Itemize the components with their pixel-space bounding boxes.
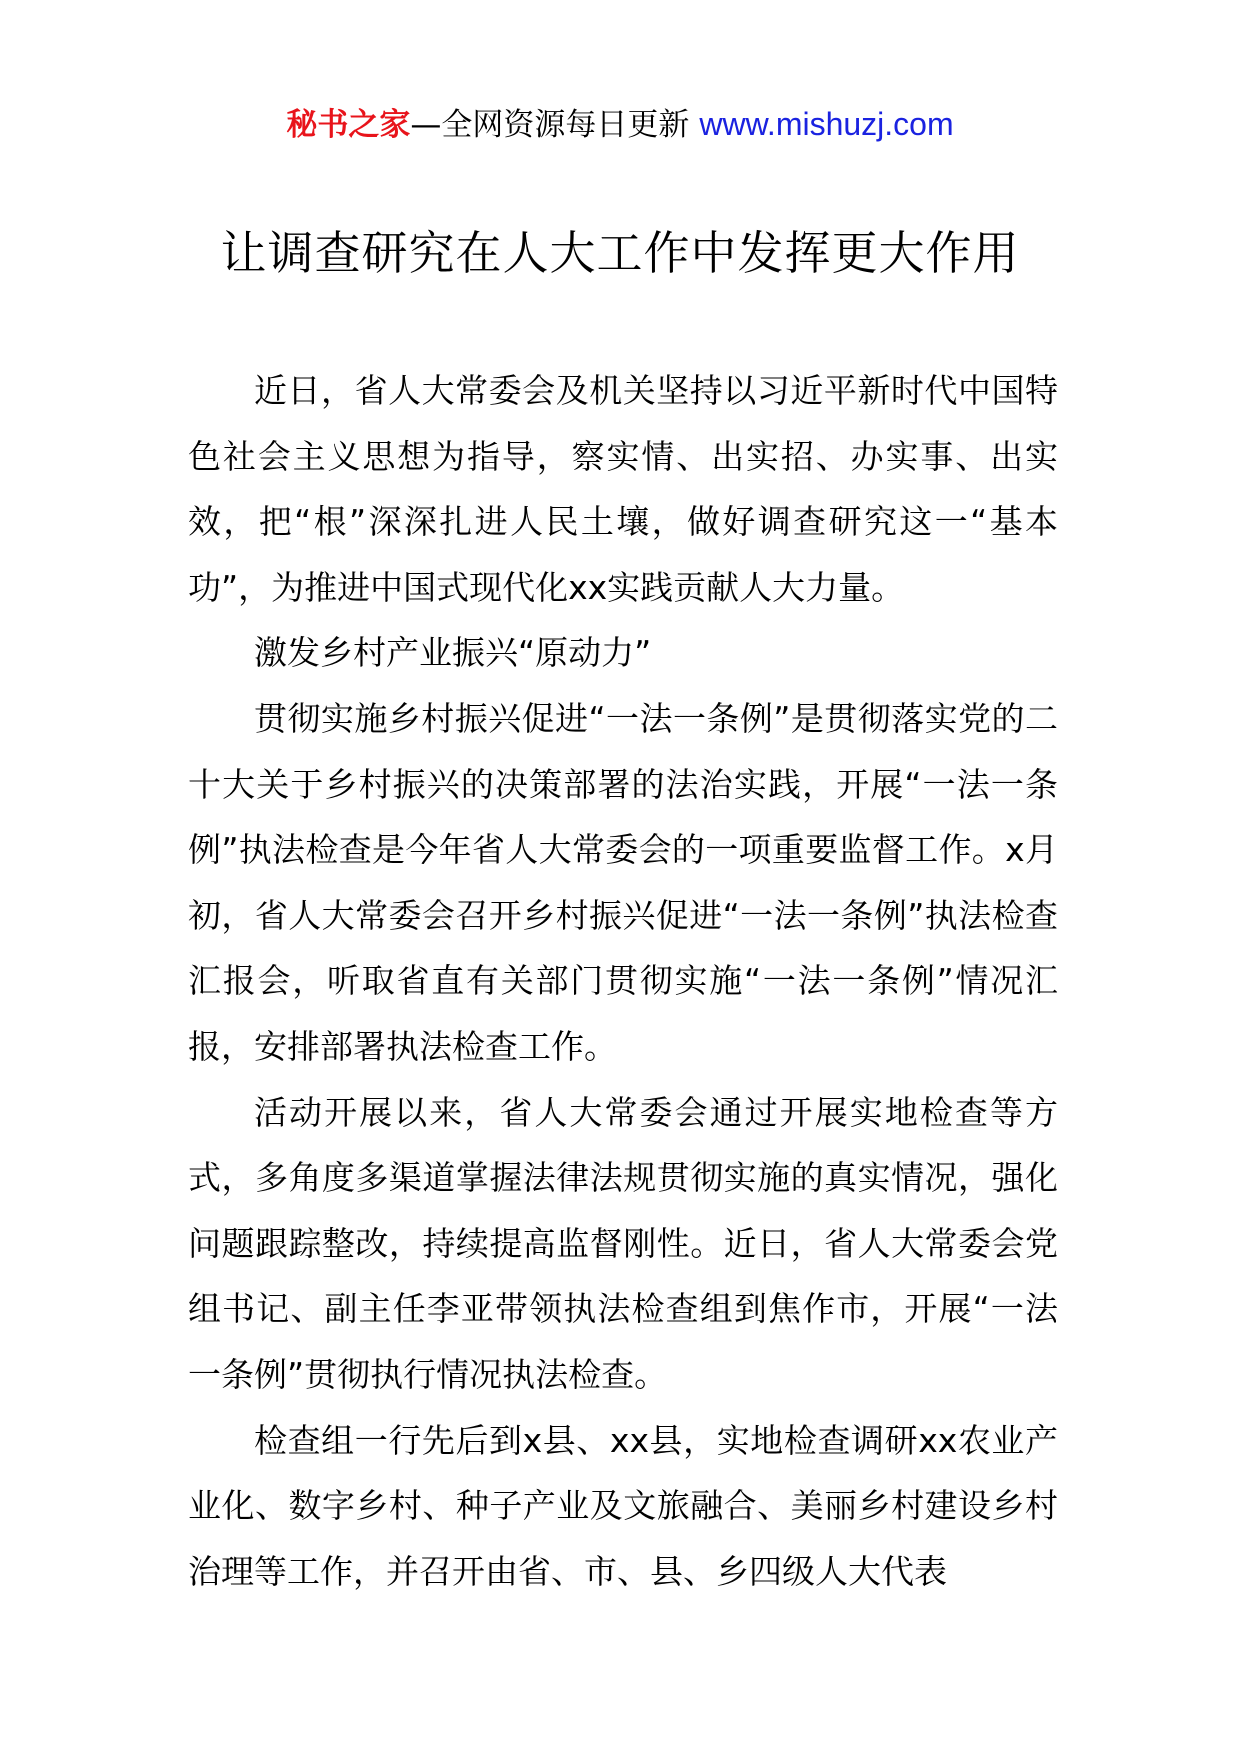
site-url: www.mishuzj.com <box>699 106 954 142</box>
paragraph: 近日，省人大常委会及机关坚持以习近平新时代中国特色社会主义思想为指导，察实情、出实招、办实事、出实效，把“根”深深扎进人民土壤，做好调查研究这一“基本功”，为推进中国式现代化xx实践贡献人大力量。 <box>188 371 1058 607</box>
paragraph: 检查组一行先后到x县、xx县，实地检查调研xx农业产业化、数字乡村、种子产业及文旅融合、美丽乡村建设乡村治理等工作，并召开由省、市、县、乡四级人大代表 <box>188 1420 1058 1591</box>
site-header <box>0 100 1240 149</box>
paragraph: 贯彻实施乡村振兴促进“一法一条例”是贯彻落实党的二十大关于乡村振兴的决策部署的法治实践，开展“一法一条例”执法检查是今年省人大常委会的一项重要监督工作。x月初，省人大常委会召开乡村振兴促进“一法一条例”执法检查汇报会，听取省直有关部门贯彻实施“一法一条例”情况汇报，安排部署执法检查工作。 <box>188 698 1058 1066</box>
header-slogan: —全网资源每日更新 <box>410 107 690 143</box>
document-title: 让调查研究在人大工作中发挥更大作用 <box>220 226 1020 280</box>
paragraph: 活动开展以来，省人大常委会通过开展实地检查等方式，多角度多渠道掌握法律法规贯彻实施的真实情况，强化问题跟踪整改，持续提高监督刚性。近日，省人大常委会党组书记、副主任李亚带领执法检查组到焦作市，开展“一法一条例”贯彻执行情况执法检查。 <box>188 1092 1058 1394</box>
document-body <box>188 358 1058 1604</box>
brand-name: 秘书之家 <box>286 107 411 143</box>
section-heading: 激发乡村产业振兴“原动力” <box>254 633 652 673</box>
